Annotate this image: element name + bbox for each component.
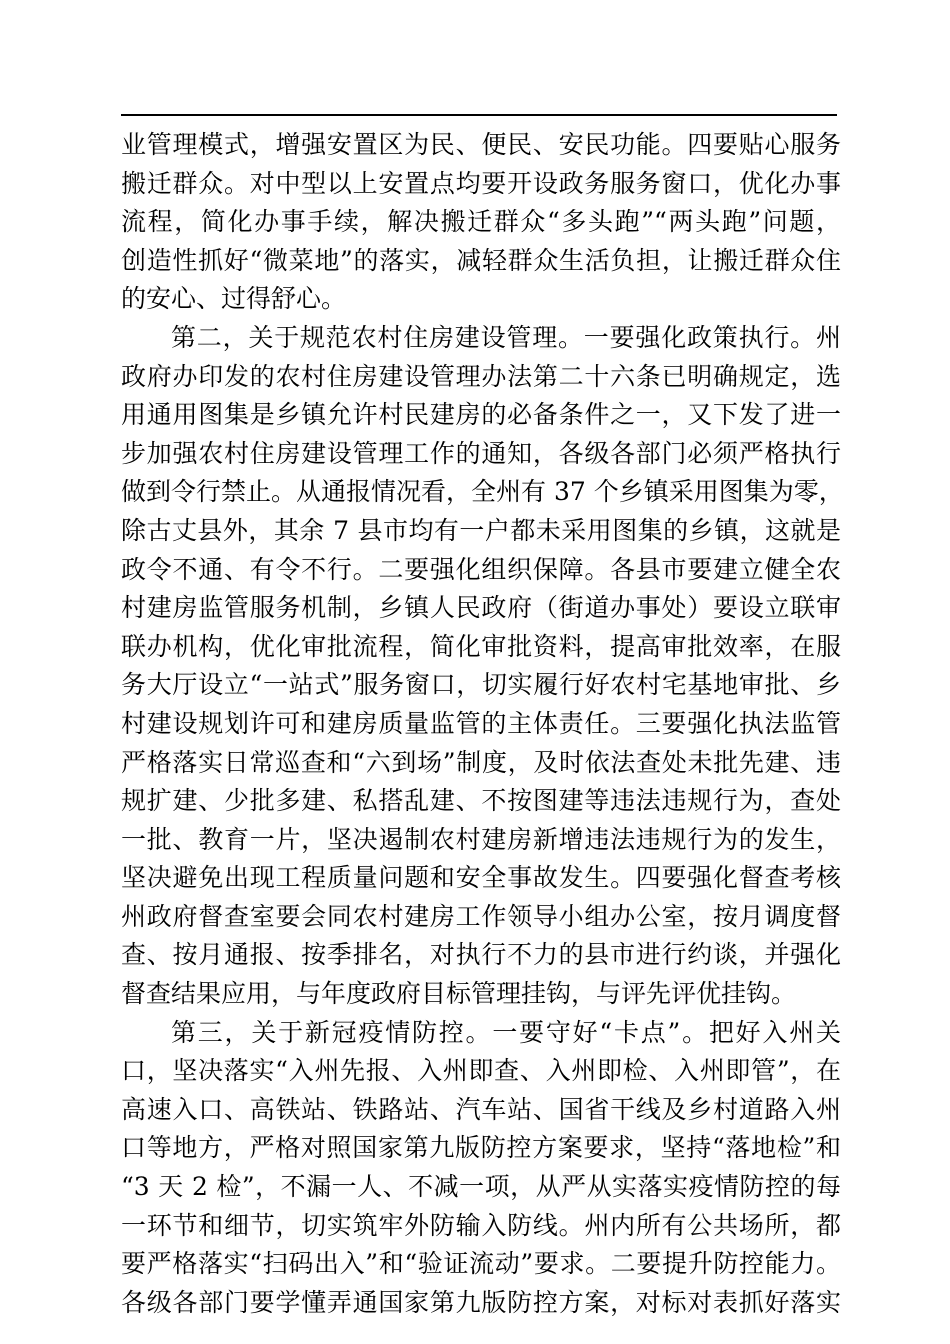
text-line: 口，坚决落实“入州先报、入州即查、入州即检、入州即管”，在 [121,1056,841,1086]
text-line: 规扩建、少批多建、私搭乱建、不按图建等违法违规行为，查处 [121,786,841,816]
text-line: 政府办印发的农村住房建设管理办法第二十六条已明确规定，选 [121,361,841,391]
text-line: 坚决避免出现工程质量问题和安全事故发生。四要强化督查考核 [121,863,841,893]
text-line: 口等地方，严格对照国家第九版防控方案要求，坚持“落地检”和 [121,1133,841,1163]
text-line: 高速入口、高铁站、铁路站、汽车站、国省干线及乡村道路入州 [121,1094,841,1124]
text-line: 搬迁群众。对中型以上安置点均要开设政务服务窗口，优化办事 [121,168,841,198]
text-line: 业管理模式，增强安置区为民、便民、安民功能。四要贴心服务 [121,130,841,159]
text-line: 督查结果应用，与年度政府目标管理挂钩，与评先评优挂钩。 [121,979,797,1009]
text-line: 创造性抓好“微菜地”的落实，减轻群众生活负担，让搬迁群众住 [121,245,841,275]
paragraph-start-line: 第二，关于规范农村住房建设管理。一要强化政策执行。州 [171,322,841,352]
text-line: 联办机构，优化审批流程，简化审批资料，提高审批效率，在服 [121,631,841,661]
text-line: 做到令行禁止。从通报情况看，全州有 37 个乡镇采用图集为零， [121,477,844,507]
document-body [121,126,844,1322]
text-line: 用通用图集是乡镇允许村民建房的必备条件之一，又下发了进一 [121,400,841,430]
text-line: 的安心、过得舒心。 [121,284,347,314]
text-line: 务大厅设立“一站式”服务窗口，切实履行好农村宅基地审批、乡 [121,670,841,700]
text-line: 步加强农村住房建设管理工作的通知，各级各部门必须严格执行 [121,438,841,468]
text-line: 严格落实日常巡查和“六到场”制度，及时依法查处未批先建、违 [121,747,841,777]
text-line: 查、按月通报、按季排名，对执行不力的县市进行约谈，并强化 [121,940,841,970]
text-line: 各级各部门要学懂弄通国家第九版防控方案，对标对表抓好落实 [121,1287,841,1317]
text-line: 州政府督查室要会同农村建房工作领导小组办公室，按月调度督 [121,901,841,931]
text-line: 一批、教育一片，坚决遏制农村建房新增违法违规行为的发生， [121,824,841,854]
header-rule [121,114,837,116]
text-line: 要严格落实“扫码出入”和“验证流动”要求。二要提升防控能力。 [121,1249,841,1279]
text-line: 流程，简化办事手续，解决搬迁群众“多头跑”“两头跑”问题， [121,207,841,237]
text-line: 村建房监管服务机制，乡镇人民政府（街道办事处）要设立联审 [121,593,841,623]
paragraph-start-line: 第三，关于新冠疫情防控。一要守好“卡点”。把好入州关 [171,1017,841,1047]
text-line: 除古丈县外，其余 7 县市均有一户都未采用图集的乡镇，这就是 [121,515,841,545]
text-line: 村建设规划许可和建房质量监管的主体责任。三要强化执法监管 [121,708,841,738]
text-line: “3 天 2 检”，不漏一人、不减一项，从严从实落实疫情防控的每 [121,1172,841,1202]
text-line: 政令不通、有令不行。二要强化组织保障。各县市要建立健全农 [121,554,841,584]
text-line: 一环节和细节，切实筑牢外防输入防线。州内所有公共场所，都 [121,1210,841,1240]
